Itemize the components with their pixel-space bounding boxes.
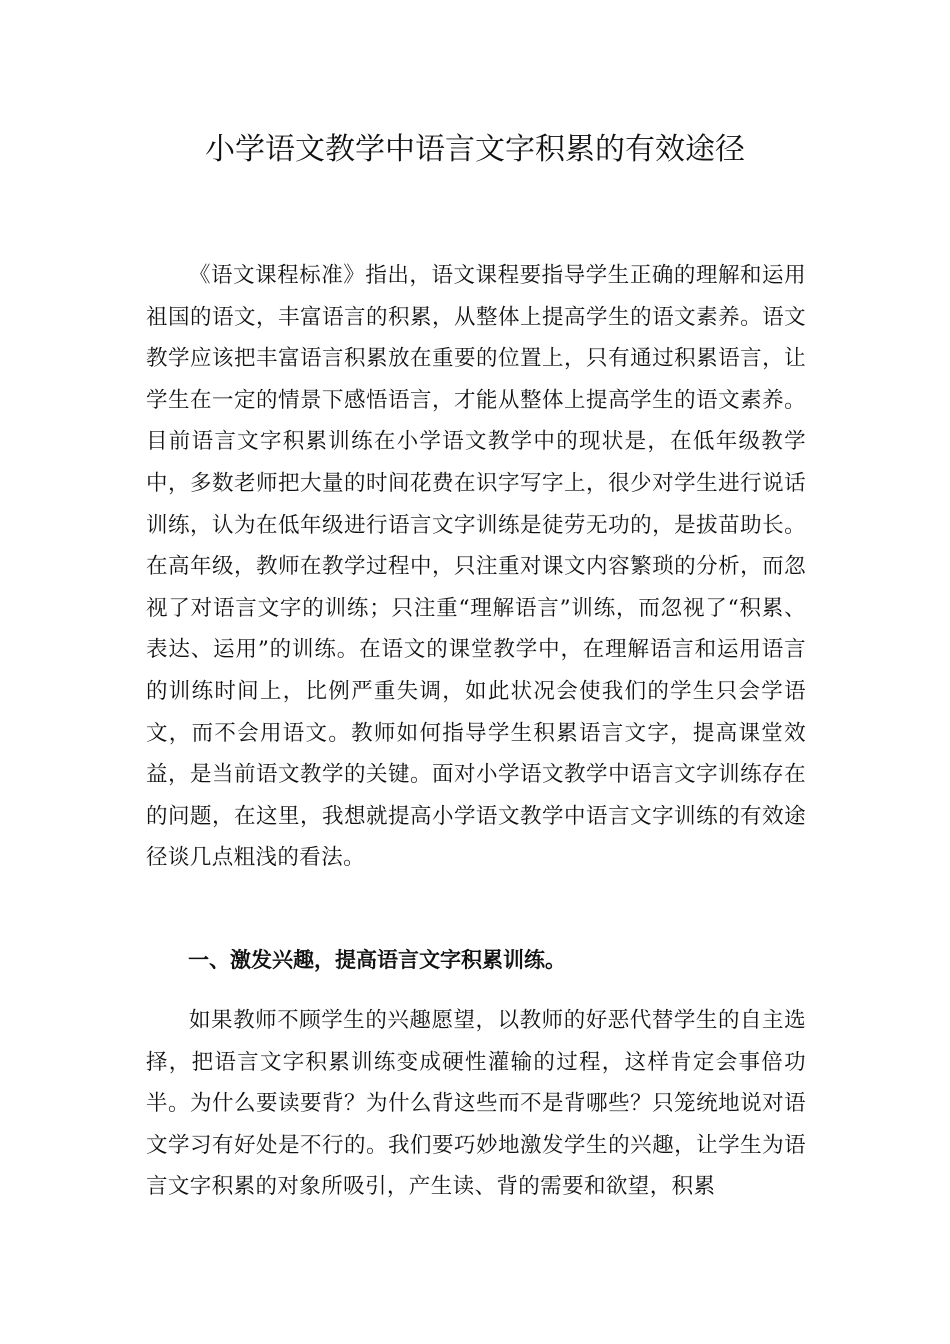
paragraph-intro: 《语文课程标准》指出，语文课程要指导学生正确的理解和运用祖国的语文，丰富语言的积累，从整体上提高学生的语文素养。语文教学应该把丰富语言积累放在重要的位置上，只有通过积累语言，让学生在一定的情景下感悟语言，才能从整体上提高学生的语文素养。目前语言文字积累训练在小学语文教学中的现状是，在低年级教学中，多数老师把大量的时间花费在识字写字上，很少对学生进行说话训练，认为在低年级进行语言文字训练是徒劳无功的，是拔苗助长。在高年级，教师在教学过程中，只注重对课文内容繁琐的分析，而忽视了对语言文字的训练；只注重“理解语言”训练，而忽视了“积累、表达、运用”的训练。在语文的课堂教学中，在理解语言和运用语言的训练时间上，比例严重失调，如此状况会使我们的学生只会学语文，而不会用语文。教师如何指导学生积累语言文字，提高课堂效益，是当前语文教学的关键。面对小学语文教学中语言文字训练存在的问题，在这里，我想就提高小学语文教学中语言文字训练的有效途径谈几点粗浅的看法。 (146, 263, 806, 871)
paragraph-section-1: 如果教师不顾学生的兴趣愿望，以教师的好恶代替学生的自主选择，把语言文字积累训练变成硬性灌输的过程，这样肯定会事倍功半。为什么要读要背？为什么背这些而不是背哪些？只笼统地说对语文学习有好处是不行的。我们要巧妙地激发学生的兴趣，让学生为语言文字积累的对象所吸引，产生读、背的需要和欲望，积累 (146, 1008, 806, 1200)
document-title: 小学语文教学中语言文字积累的有效途径 (205, 132, 745, 167)
section-heading-1: 一、激发兴趣，提高语言文字积累训练。 (188, 948, 566, 972)
